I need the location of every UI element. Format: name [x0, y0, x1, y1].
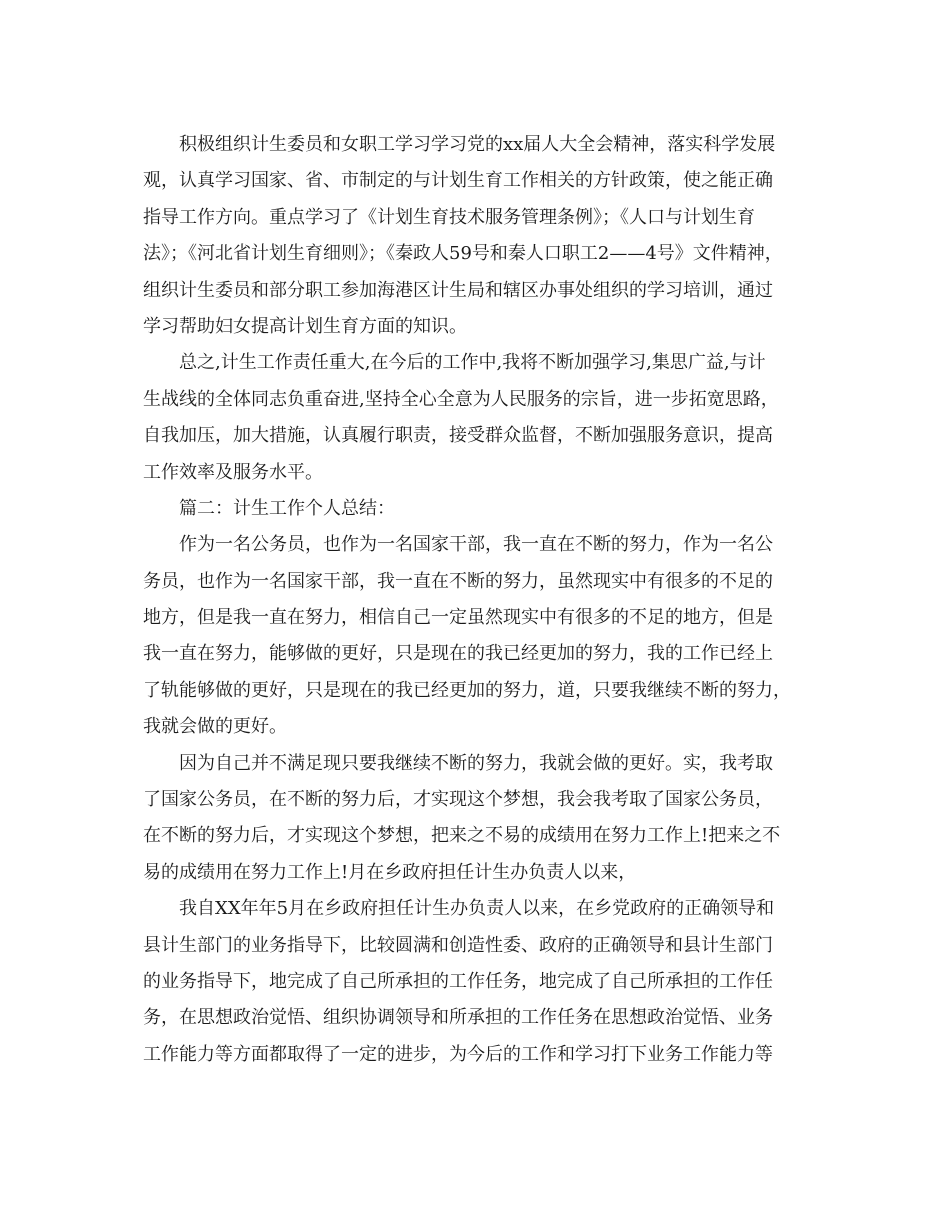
text-line: 我就会做的更好。 — [143, 716, 287, 738]
text-line: 法》；《河北省计划生育细则》；《秦政人59号和秦人口职工2——4号》文件精神， — [143, 243, 783, 265]
text-line: 了轨能够做的更好，只是现在的我已经更加的努力，道，只要我继续不断的努力， — [143, 679, 791, 701]
text-line: 篇二：计生工作个人总结： — [179, 497, 395, 519]
text-line: 作为一名公务员，也作为一名国家干部，我一直在不断的努力，作为一名公 — [179, 534, 773, 556]
text-line: 组织计生委员和部分职工参加海港区计生局和辖区办事处组织的学习培训，通过 — [143, 279, 773, 301]
document-body — [143, 127, 823, 1073]
text-line: 学习帮助妇女提高计划生育方面的知识。 — [143, 315, 467, 337]
text-line: 地方，但是我一直在努力，相信自己一定虽然现实中有很多的不足的地方，但是 — [143, 607, 773, 629]
text-line: 的业务指导下，地完成了自己所承担的工作任务，地完成了自己所承担的工作任 — [143, 970, 773, 992]
text-line: 积极组织计生委员和女职工学习学习党的xx届人大全会精神，落实科学发展 — [179, 134, 776, 155]
text-line: 观，认真学习国家、省、市制定的与计划生育工作相关的方针政策，使之能正确 — [143, 170, 773, 192]
text-line: 自我加压，加大措施，认真履行职责，接受群众监督，不断加强服务意识，提高 — [143, 425, 773, 447]
text-line: 工作能力等方面都取得了一定的进步，为今后的工作和学习打下业务工作能力等 — [143, 1043, 773, 1065]
text-line: 生战线的全体同志负重奋进,坚持全心全意为人民服务的宗旨，进一步拓宽思路， — [143, 388, 779, 410]
text-line: 工作效率及服务水平。 — [143, 461, 323, 483]
text-line: 了国家公务员，在不断的努力后，才实现这个梦想，我会我考取了国家公务员， — [143, 789, 773, 811]
text-line: 我自XX年年5月在乡政府担任计生办负责人以来，在乡党政府的正确领导和 — [179, 898, 775, 920]
text-line: 易的成绩用在努力工作上!月在乡政府担任计生办负责人以来， — [143, 861, 637, 883]
text-line: 务员，也作为一名国家干部，我一直在不断的努力，虽然现实中有很多的不足的 — [143, 570, 773, 592]
text-line: 总之,计生工作责任重大,在今后的工作中,我将不断加强学习,集思广益,与计 — [179, 352, 766, 374]
text-line: 因为自己并不满足现只要我继续不断的努力，我就会做的更好。实，我考取 — [179, 752, 773, 774]
text-line: 指导工作方向。重点学习了《计划生育技术服务管理条例》；《人口与计划生育 — [143, 206, 755, 228]
text-line: 在不断的努力后，才实现这个梦想，把来之不易的成绩用在努力工作上!把来之不 — [143, 825, 781, 847]
text-line: 县计生部门的业务指导下，比较圆满和创造性委、政府的正确领导和县计生部门 — [143, 934, 773, 956]
text-line: 我一直在努力，能够做的更好，只是现在的我已经更加的努力，我的工作已经上 — [143, 643, 773, 665]
text-line: 务，在思想政治觉悟、组织协调领导和所承担的工作任务在思想政治觉悟、业务 — [143, 1007, 773, 1029]
